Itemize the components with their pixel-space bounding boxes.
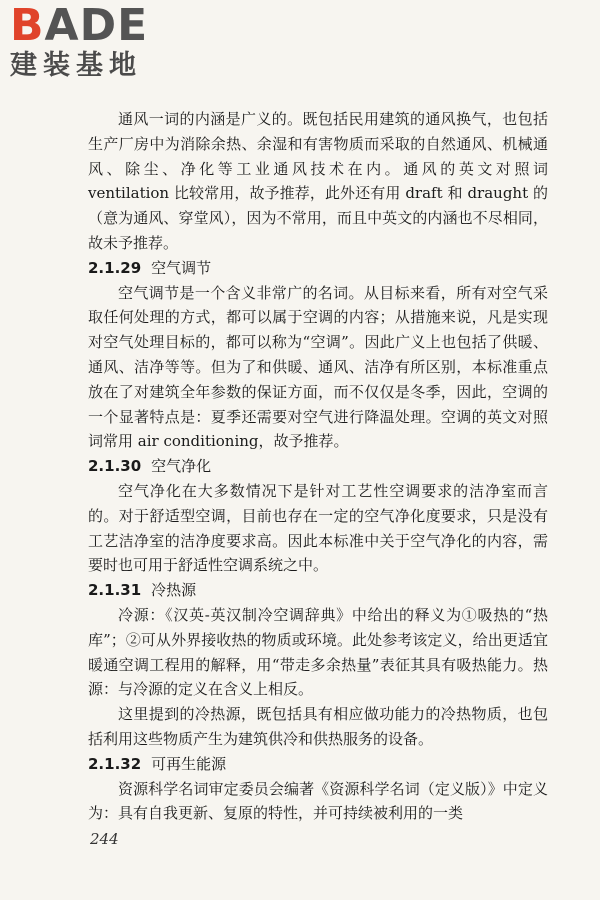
section-title: 可再生能源 xyxy=(151,754,227,773)
logo-accent-letter: B xyxy=(10,0,45,51)
section-paragraph: 空气净化在大多数情况下是针对工艺性空调要求的洁净室而言的。对于舒适型空调，目前也存在一定的空气净化度要求，只是没有工艺洁净室的洁净度要求高。因此本标准中关于空气净化的内容，需要时也可用于舒适性空调系统之中。 xyxy=(88,481,548,575)
section-heading-2-1-31 xyxy=(88,578,548,603)
section-paragraph: 空气调节是一个含义非常广的名词。从目标来看，所有对空气采取任何处理的方式，都可以属于空调的内容；从措施来说，凡是实现对空气处理目标的，都可以称为“空调”。因此广义上也包括了供暖、通风、洁净等等。但为了和供暖、通风、洁净有所区别，本标准重点放在了对建筑全年参数的保证方面，而不仅仅是冬季，因此，空调的一个显著特点是：夏季还需要对空气进行降温处理。空调的英文对照词常用 air conditioning，故予推荐。 xyxy=(88,283,548,451)
section-heading-2-1-29 xyxy=(88,256,548,281)
section-number: 2.1.31 xyxy=(88,581,142,600)
section-title: 冷热源 xyxy=(151,581,197,600)
document-body xyxy=(88,107,548,826)
section-paragraph: 冷源：《汉英-英汉制冷空调辞典》中给出的释义为①吸热的“热库”；②可从外界接收热的物质或环境。此处参考该定义，给出更适宜暖通空调工程用的解释，用“带走多余热量”表征其具有吸热能力。热源：与冷源的定义在含义上相反。 xyxy=(88,605,548,699)
section-number: 2.1.32 xyxy=(88,754,142,773)
logo-wordmark xyxy=(10,0,180,51)
section-paragraph: 资源科学名词审定委员会编著《资源科学名词（定义版）》中定义为：具有自我更新、复原的特性，并可持续被利用的一类 xyxy=(88,779,548,823)
section-heading-2-1-30 xyxy=(88,454,548,479)
page-number: 244 xyxy=(90,830,119,848)
section-title: 空气净化 xyxy=(151,457,212,476)
section-number: 2.1.30 xyxy=(88,457,142,476)
bade-logo xyxy=(10,0,180,82)
logo-rest-letters: ADE xyxy=(44,0,149,51)
intro-paragraph: 通风一词的内涵是广义的。既包括民用建筑的通风换气，也包括生产厂房中为消除余热、余湿和有害物质而采取的自然通风、机械通风、除尘、净化等工业通风技术在内。通风的英文对照词 ventilation 比较常用，故予推荐，此外还有用 draft 和 draught 的（意为通风、穿堂风），因为不常用，而且中英文的内涵也不尽相同，故未予推荐。 xyxy=(88,110,548,252)
logo-subtitle: 建装基地 xyxy=(10,50,142,81)
section-paragraph: 这里提到的冷热源，既包括具有相应做功能力的冷热物质，也包括利用这些物质产生为建筑供冷和供热服务的设备。 xyxy=(88,705,548,748)
section-heading-2-1-32 xyxy=(88,752,548,777)
section-title: 空气调节 xyxy=(151,258,212,277)
section-number: 2.1.29 xyxy=(88,258,142,277)
